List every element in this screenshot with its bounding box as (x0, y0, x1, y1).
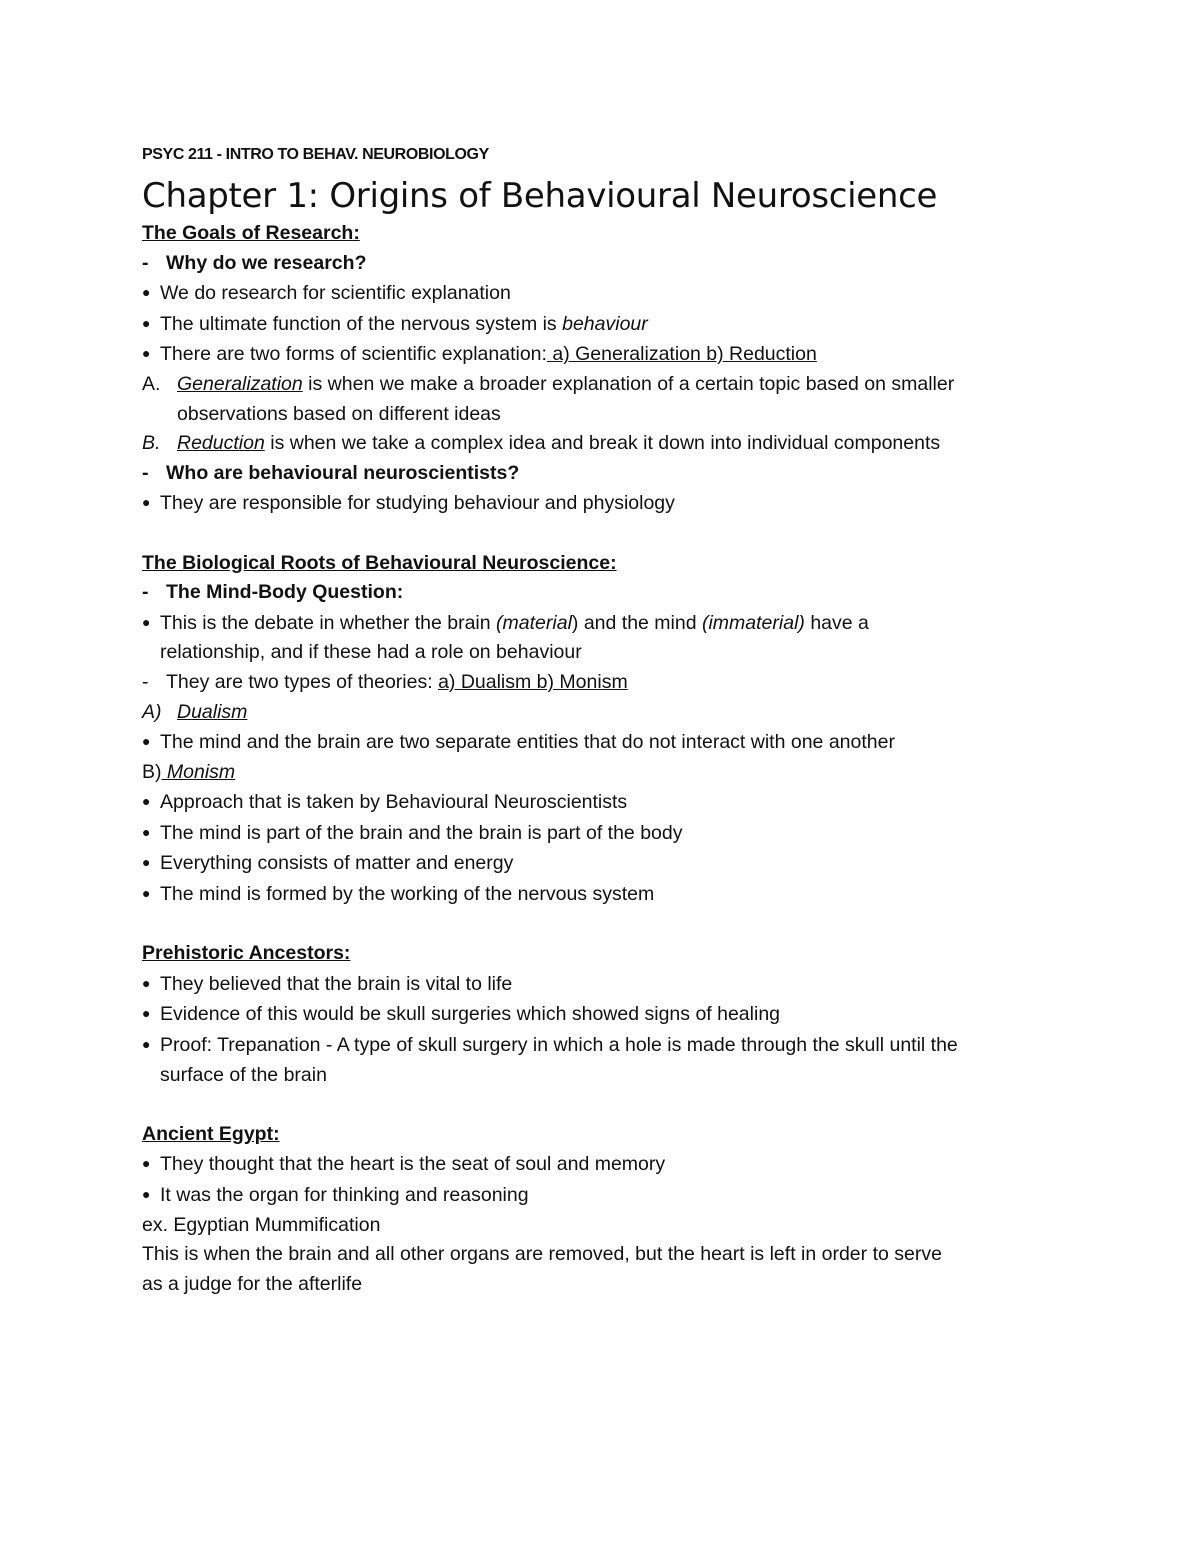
bullet-item: ● The ultimate function of the nervous system is behaviour (142, 309, 1062, 340)
bullet-item: ● They are responsible for studying behaviour and physiology (142, 488, 1062, 519)
section-heading: Ancient Egypt: (142, 1122, 280, 1145)
dash-icon: - (142, 670, 149, 693)
dash-icon: - (142, 581, 149, 604)
section-egypt (142, 1120, 1062, 1300)
example-line: ex. Egyptian Mummification (142, 1213, 381, 1236)
bullet-item: ● It was the organ for thinking and reasoning (142, 1180, 1062, 1211)
lettered-item-continuation: observations based on different ideas (177, 402, 501, 425)
spacer (142, 519, 1062, 549)
bullet-icon: ● (142, 1036, 151, 1053)
section-heading: The Biological Roots of Behavioural Neuroscience: (142, 551, 617, 574)
bullet-item: ● We do research for scientific explanation (142, 278, 1062, 309)
course-title: PSYC 211 - INTRO TO BEHAV. NEUROBIOLOGY (142, 146, 489, 163)
bullet-icon: ● (142, 854, 151, 871)
bullet-item: ● Approach that is taken by Behavioural Neuroscientists (142, 787, 1062, 818)
bullet-icon: ● (142, 1155, 151, 1172)
section-heading: Prehistoric Ancestors: (142, 942, 351, 965)
dash-item: - Who are behavioural neuroscientists? (142, 459, 1062, 489)
bullet-icon: ● (142, 974, 151, 991)
bullet-icon: ● (142, 793, 151, 810)
bullet-icon: ● (142, 733, 151, 750)
section-heading: The Goals of Research: (142, 222, 360, 244)
bullet-icon: ● (142, 345, 151, 362)
bullet-icon: ● (142, 494, 151, 511)
bullet-item: ● They thought that the heart is the seat of soul and memory (142, 1149, 1062, 1180)
paragraph-line: This is when the brain and all other organs are removed, but the heart is left in order to serve (142, 1243, 942, 1266)
bullet-item: ● The mind is formed by the working of the nervous system (142, 879, 1062, 910)
dash-icon: - (142, 461, 149, 484)
bullet-item: ● They believed that the brain is vital to life (142, 969, 1062, 1000)
section-prehistoric (142, 939, 1062, 1090)
bullet-item: ● Evidence of this would be skull surgeries which showed signs of healing (142, 999, 1062, 1030)
lettered-item: A. Generalization is when we make a broader explanation of a certain topic based on smaller (142, 372, 955, 395)
bullet-item-continuation: surface of the brain (160, 1063, 327, 1086)
dash-item: - Why do we research? (142, 249, 1062, 279)
document-body (142, 146, 1062, 1299)
bullet-icon: ● (142, 1186, 151, 1202)
bullet-icon: ● (142, 314, 151, 331)
bullet-item: ● The mind and the brain are two separate entities that do not interact with one another (142, 727, 1062, 758)
section-goals (142, 219, 1062, 519)
bullet-item-continuation: relationship, and if these had a role on behaviour (160, 641, 582, 664)
bullet-icon: ● (142, 1005, 151, 1022)
bullet-item: ● This is the debate in whether the brain (material) and the mind (immaterial) have a (142, 608, 1062, 639)
bullet-item: ● There are two forms of scientific explanation: a) Generalization b) Reduction (142, 339, 1062, 370)
chapter-title: Chapter 1: Origins of Behavioural Neuroscience (142, 176, 938, 216)
dash-item: - They are two types of theories: a) Dualism b) Monism (142, 668, 1062, 698)
lettered-item: A) Dualism (142, 700, 248, 723)
lettered-item: B) Monism (142, 760, 236, 783)
bullet-icon: ● (142, 885, 151, 902)
lettered-item: B. Reduction is when we take a complex idea and break it down into individual components (142, 432, 941, 455)
bullet-item: ● The mind is part of the brain and the brain is part of the body (142, 818, 1062, 849)
bullet-icon: ● (142, 823, 151, 840)
dash-item: - The Mind-Body Question: (142, 578, 1062, 608)
bullet-item: ● Proof: Trepanation - A type of skull surgery in which a hole is made through the skull until the (142, 1030, 1062, 1061)
spacer (142, 910, 1062, 940)
dash-icon: - (142, 251, 149, 274)
bullet-item: ● Everything consists of matter and energy (142, 848, 1062, 879)
bullet-icon: ● (142, 613, 151, 630)
bullet-icon: ● (142, 284, 151, 301)
paragraph-line: as a judge for the afterlife (142, 1272, 363, 1295)
section-biological-roots (142, 549, 1062, 910)
spacer (142, 1090, 1062, 1120)
